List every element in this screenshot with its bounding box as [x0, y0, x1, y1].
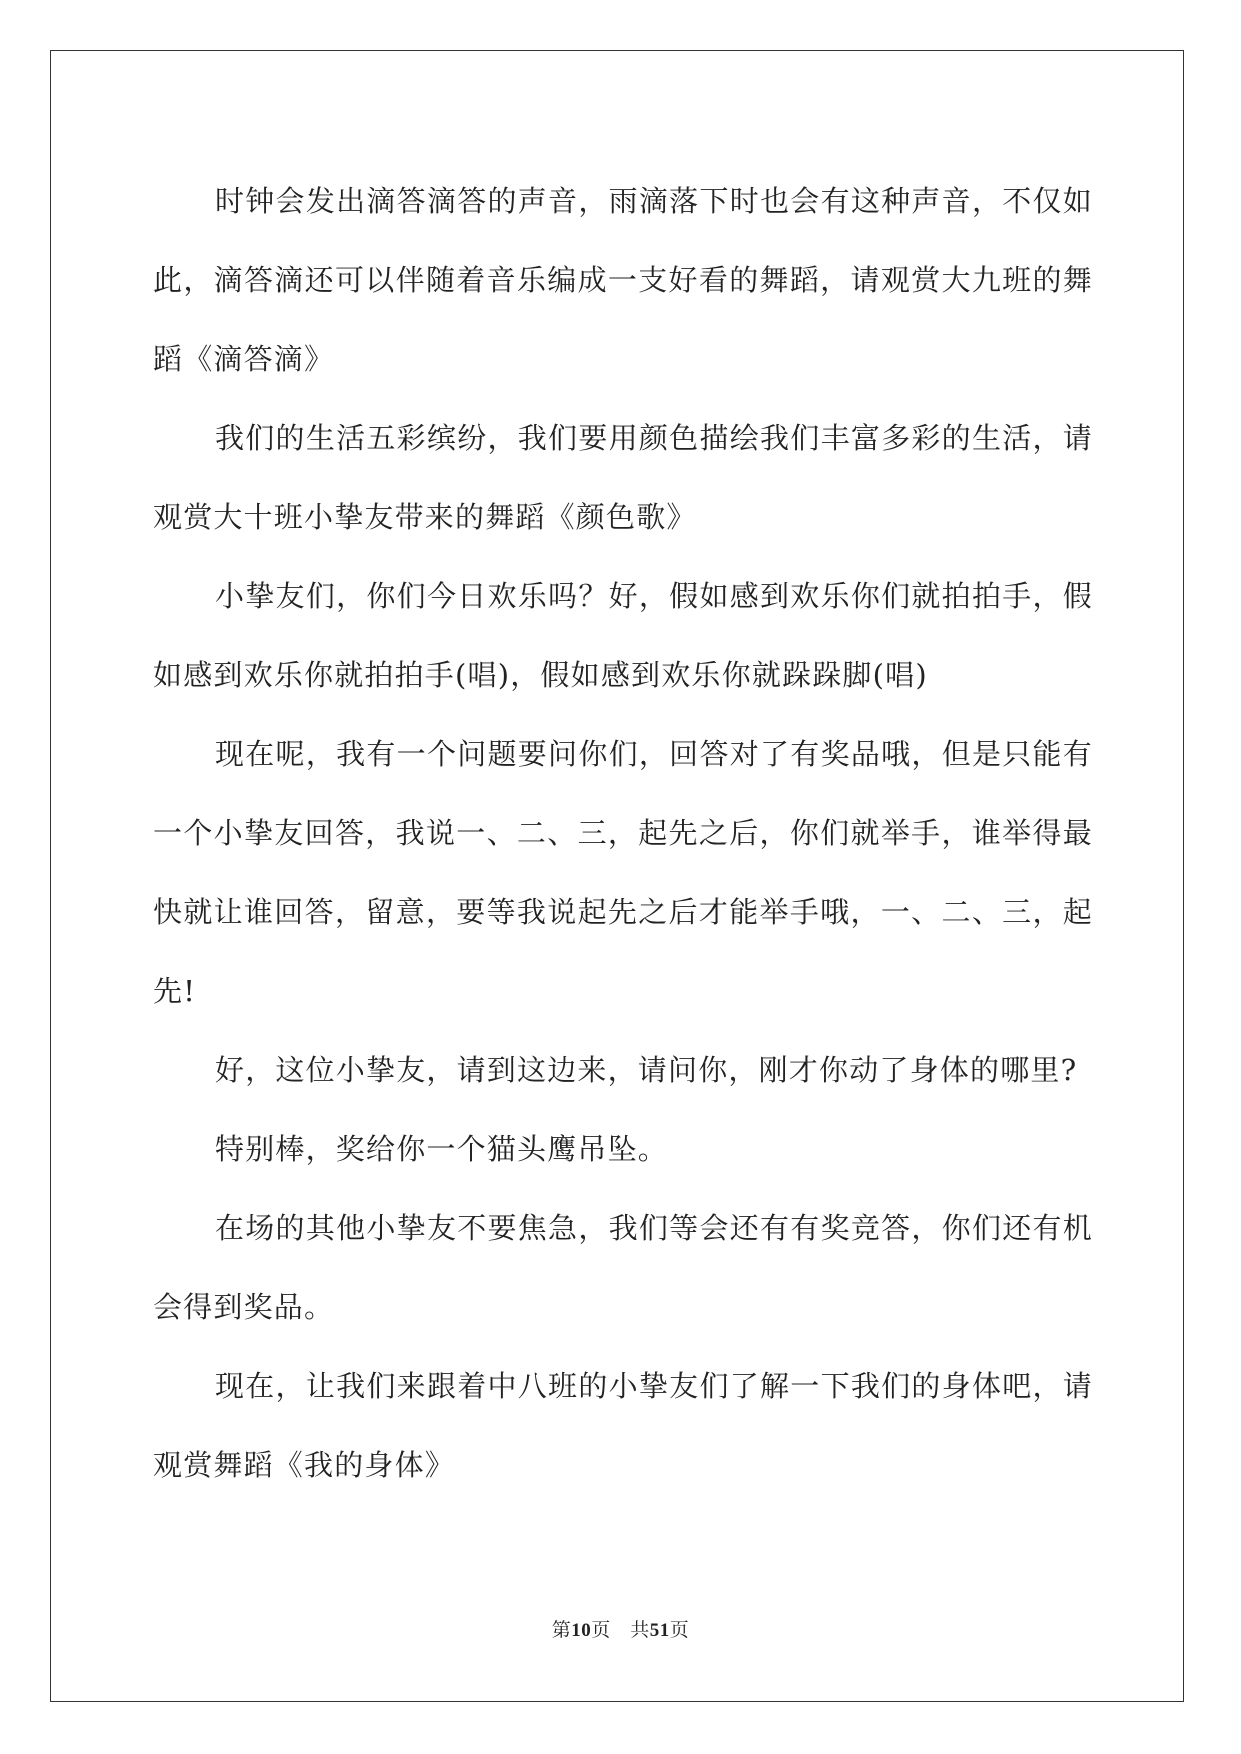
document-body — [153, 162, 1093, 1505]
paragraph-6: 特别棒，奖给你一个猫头鹰吊坠。 — [215, 1132, 669, 1166]
paragraph-2: 我们的生活五彩缤纷，我们要用颜色描绘我们丰富多彩的生活，请观赏大十班小挚友带来的舞蹈《颜色歌》 — [153, 421, 1093, 534]
footer-suffix: 页 — [669, 1619, 690, 1641]
paragraph-3: 小挚友们，你们今日欢乐吗？好，假如感到欢乐你们就拍拍手，假如感到欢乐你就拍拍手(唱)，假如感到欢乐你就跺跺脚(唱) — [153, 579, 1093, 692]
footer-middle: 页 共 — [591, 1619, 650, 1641]
page-footer — [0, 1615, 1241, 1642]
footer-prefix: 第 — [551, 1619, 572, 1641]
paragraph-5: 好，这位小挚友，请到这边来，请问你，刚才你动了身体的哪里? — [215, 1053, 1078, 1087]
current-page-number: 10 — [571, 1620, 592, 1641]
total-pages-number: 51 — [649, 1620, 670, 1641]
paragraph-7: 在场的其他小挚友不要焦急，我们等会还有有奖竞答，你们还有机会得到奖品。 — [153, 1211, 1093, 1324]
paragraph-8: 现在，让我们来跟着中八班的小挚友们了解一下我们的身体吧，请观赏舞蹈《我的身体》 — [153, 1369, 1093, 1482]
paragraph-1: 时钟会发出滴答滴答的声音，雨滴落下时也会有这种声音，不仅如此，滴答滴还可以伴随着音乐编成一支好看的舞蹈，请观赏大九班的舞蹈《滴答滴》 — [153, 184, 1093, 376]
paragraph-4: 现在呢，我有一个问题要问你们，回答对了有奖品哦，但是只能有一个小挚友回答，我说一、二、三，起先之后，你们就举手，谁举得最快就让谁回答，留意，要等我说起先之后才能举手哦，一、二、三，起先! — [153, 737, 1093, 1008]
